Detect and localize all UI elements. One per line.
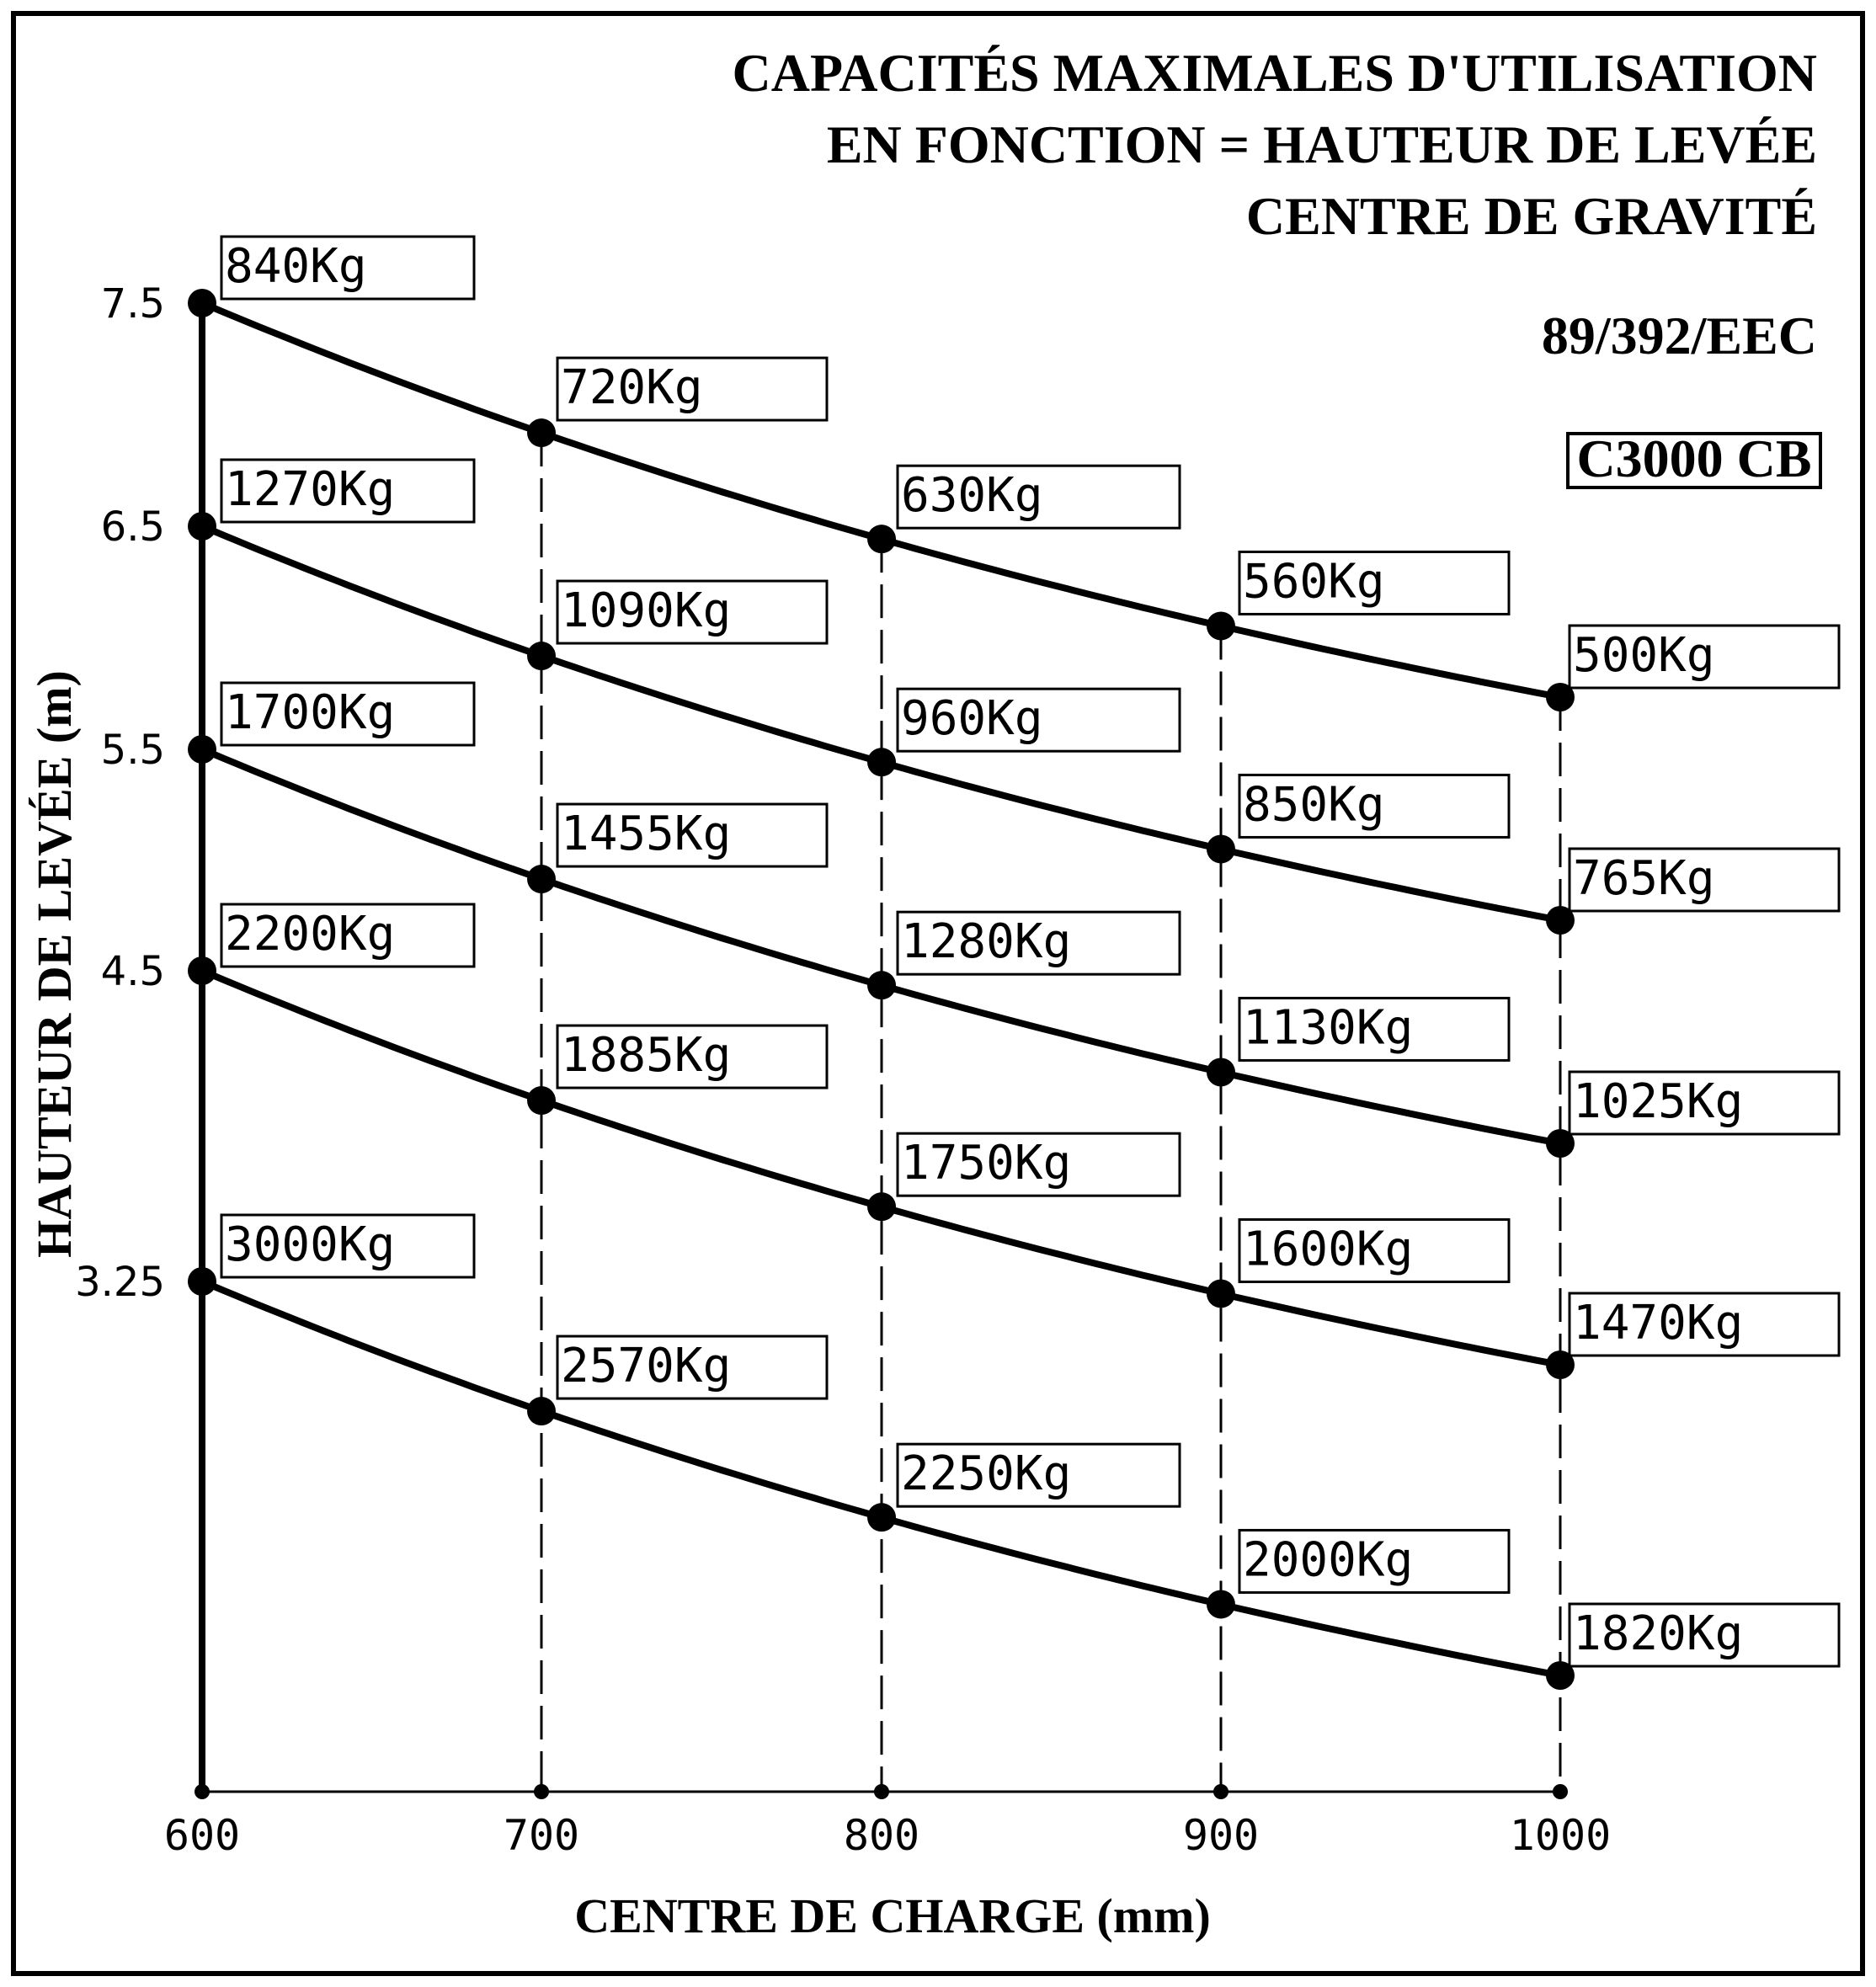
chart-title-line-1: CAPACITÉS MAXIMALES D'UTILISATION (732, 43, 1817, 103)
data-label-4.5m-900: 1600Kg (1243, 1222, 1414, 1277)
data-label-3.25m-900: 2000Kg (1243, 1532, 1414, 1588)
data-label-7.5m-1000: 500Kg (1573, 628, 1715, 683)
data-label-4.5m-1000: 1470Kg (1573, 1296, 1744, 1350)
x-tick-label-900: 900 (1182, 1811, 1260, 1860)
data-label-6.5m-600: 1270Kg (225, 462, 396, 517)
data-label-4.5m-600: 2200Kg (225, 907, 396, 962)
chart-title-line-3: CENTRE DE GRAVITÉ (1245, 186, 1817, 246)
data-point-4.5m-700 (527, 1086, 556, 1115)
model-label: C3000 CB (1576, 429, 1812, 488)
data-point-3.25m-700 (527, 1397, 556, 1425)
data-label-6.5m-900: 850Kg (1243, 777, 1385, 833)
data-point-7.5m-600 (188, 289, 216, 317)
data-point-7.5m-700 (527, 418, 556, 447)
data-point-7.5m-900 (1207, 611, 1235, 640)
directive-label: 89/392/EEC (1541, 306, 1817, 365)
chart-title-line-2: EN FONCTION = HAUTEUR DE LEVÉE (826, 115, 1817, 174)
data-label-5.5m-700: 1455Kg (561, 807, 732, 862)
data-point-3.25m-800 (867, 1503, 896, 1532)
y-tick-label-5.5: 5.5 (100, 727, 165, 774)
data-label-4.5m-700: 1885Kg (561, 1028, 732, 1084)
x-tick-dot-600 (195, 1784, 210, 1799)
y-axis-title: HAUTEUR DE LEVÉE (m) (27, 670, 82, 1258)
y-tick-label-7.5: 7.5 (100, 280, 165, 328)
data-label-6.5m-800: 960Kg (901, 691, 1043, 747)
data-point-4.5m-800 (867, 1192, 896, 1221)
x-tick-label-1000: 1000 (1509, 1811, 1612, 1860)
data-label-6.5m-700: 1090Kg (561, 583, 732, 639)
data-point-7.5m-800 (867, 525, 896, 553)
data-point-6.5m-900 (1207, 834, 1235, 863)
data-point-3.25m-600 (188, 1267, 216, 1296)
data-label-5.5m-900: 1130Kg (1243, 1000, 1414, 1056)
data-point-5.5m-900 (1207, 1057, 1235, 1086)
x-tick-dot-900 (1213, 1784, 1228, 1799)
data-point-6.5m-600 (188, 512, 216, 541)
y-tick-label-4.5: 4.5 (100, 948, 165, 995)
data-point-6.5m-800 (867, 748, 896, 776)
data-label-5.5m-600: 1700Kg (225, 685, 396, 740)
data-label-6.5m-1000: 765Kg (1573, 851, 1715, 906)
data-label-5.5m-1000: 1025Kg (1573, 1074, 1744, 1129)
data-point-6.5m-700 (527, 642, 556, 670)
data-point-3.25m-900 (1207, 1590, 1235, 1618)
x-tick-dot-1000 (1553, 1784, 1568, 1799)
data-label-7.5m-600: 840Kg (225, 239, 367, 294)
x-tick-label-600: 600 (163, 1811, 241, 1860)
x-tick-label-700: 700 (503, 1811, 580, 1860)
data-label-7.5m-900: 560Kg (1243, 554, 1385, 610)
data-point-4.5m-600 (188, 956, 216, 985)
data-label-3.25m-800: 2250Kg (901, 1446, 1072, 1502)
data-label-7.5m-800: 630Kg (901, 468, 1043, 524)
x-tick-label-800: 800 (843, 1811, 920, 1860)
data-label-7.5m-700: 720Kg (561, 360, 703, 416)
data-point-5.5m-600 (188, 735, 216, 764)
data-point-5.5m-700 (527, 865, 556, 893)
x-tick-dot-700 (534, 1784, 549, 1799)
data-point-4.5m-900 (1207, 1279, 1235, 1308)
data-label-3.25m-700: 2570Kg (561, 1339, 732, 1394)
data-point-5.5m-800 (867, 971, 896, 999)
data-label-5.5m-800: 1280Kg (901, 914, 1072, 970)
data-label-3.25m-1000: 1820Kg (1573, 1606, 1744, 1661)
x-axis-title: CENTRE DE CHARGE (mm) (574, 1888, 1211, 1943)
y-tick-label-6.5: 6.5 (100, 503, 165, 551)
data-label-4.5m-800: 1750Kg (901, 1136, 1072, 1191)
data-label-3.25m-600: 3000Kg (225, 1217, 396, 1272)
x-tick-dot-800 (874, 1784, 889, 1799)
y-tick-label-3.25: 3.25 (75, 1259, 165, 1306)
